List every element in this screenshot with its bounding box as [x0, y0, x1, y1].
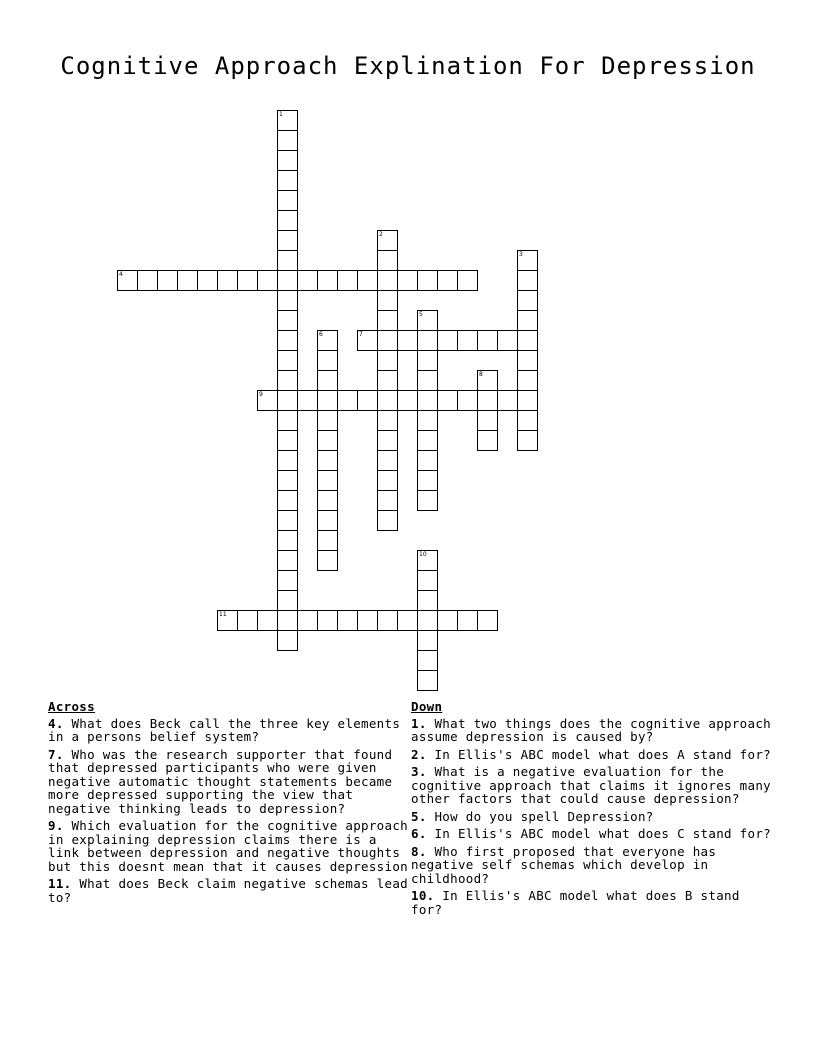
crossword-cell[interactable]: [437, 610, 458, 631]
crossword-cell[interactable]: [277, 270, 298, 291]
crossword-cell[interactable]: [377, 450, 398, 471]
clue-text: What does Beck call the three key elements in a persons belief system?: [48, 715, 401, 744]
clue-number: 4: [119, 271, 123, 278]
crossword-cell[interactable]: [377, 430, 398, 451]
crossword-cell[interactable]: [257, 610, 278, 631]
crossword-cell[interactable]: [157, 270, 178, 291]
crossword-cell[interactable]: [377, 390, 398, 411]
clue-number: 8: [411, 843, 419, 859]
crossword-cell[interactable]: [417, 390, 438, 411]
crossword-cell[interactable]: [337, 610, 358, 631]
crossword-cell[interactable]: [497, 330, 518, 351]
crossword-cell[interactable]: [437, 390, 458, 411]
crossword-cell[interactable]: [517, 370, 538, 391]
crossword-cell[interactable]: [277, 170, 298, 191]
crossword-cell[interactable]: [277, 470, 298, 491]
crossword-cell[interactable]: [417, 270, 438, 291]
crossword-cell[interactable]: [377, 290, 398, 311]
across-clue: 7. Who was the research supporter that found that depressed participants who were given negative automatic thought statements became more depressed supporting the view that negative thinking leads to depression?: [48, 746, 393, 816]
crossword-cell[interactable]: [237, 610, 258, 631]
crossword-cell[interactable]: [457, 270, 478, 291]
across-clues: [48, 700, 408, 908]
crossword-cell[interactable]: [277, 350, 298, 371]
crossword-cell[interactable]: [377, 410, 398, 431]
crossword-cell[interactable]: [417, 590, 438, 611]
crossword-cell[interactable]: [417, 490, 438, 511]
crossword-cell[interactable]: [297, 270, 318, 291]
clue-number: 2: [379, 231, 383, 238]
crossword-cell[interactable]: [277, 190, 298, 211]
across-heading: Across: [48, 699, 95, 714]
crossword-cell[interactable]: [317, 370, 338, 391]
crossword-cell[interactable]: [317, 390, 338, 411]
crossword-cell[interactable]: [217, 270, 238, 291]
crossword-cell[interactable]: [317, 490, 338, 511]
crossword-cell[interactable]: [457, 390, 478, 411]
crossword-cell[interactable]: [377, 370, 398, 391]
clue-number: 8: [479, 371, 483, 378]
down-clue: 6. In Ellis's ABC model what does C stand for?: [411, 826, 771, 841]
crossword-cell[interactable]: [397, 330, 418, 351]
crossword-cell[interactable]: [377, 510, 398, 531]
crossword-cell[interactable]: [317, 270, 338, 291]
crossword-cell[interactable]: [277, 110, 298, 131]
crossword-cell[interactable]: [457, 610, 478, 631]
crossword-cell[interactable]: [317, 470, 338, 491]
clue-text: In Ellis's ABC model what does C stand for?: [434, 826, 771, 841]
crossword-cell[interactable]: [437, 330, 458, 351]
crossword-cell[interactable]: [417, 430, 438, 451]
clue-number: 6: [411, 826, 419, 841]
clue-number: 9: [259, 391, 263, 398]
crossword-cell[interactable]: [477, 370, 498, 391]
crossword-cell[interactable]: [417, 370, 438, 391]
crossword-cell[interactable]: [377, 330, 398, 351]
crossword-cell[interactable]: [397, 610, 418, 631]
crossword-cell[interactable]: [457, 330, 478, 351]
crossword-cell[interactable]: [417, 330, 438, 351]
crossword-cell[interactable]: [277, 530, 298, 551]
crossword-cell[interactable]: [277, 630, 298, 651]
crossword-cell[interactable]: [417, 670, 438, 691]
clue-text: In Ellis's ABC model what does B stand for?: [411, 888, 740, 917]
down-clue: 1. What two things does the cognitive approach assume depression is caused by?: [411, 715, 771, 744]
crossword-cell[interactable]: [337, 270, 358, 291]
crossword-cell[interactable]: [277, 570, 298, 591]
crossword-cell[interactable]: [377, 350, 398, 371]
crossword-cell[interactable]: [397, 270, 418, 291]
clue-text: What does Beck claim negative schemas lead to?: [48, 876, 408, 905]
clue-number: 5: [419, 311, 423, 318]
crossword-cell[interactable]: [357, 390, 378, 411]
clue-number: 11: [48, 876, 64, 891]
crossword-cell[interactable]: [377, 310, 398, 331]
crossword-cell[interactable]: [357, 330, 378, 351]
clue-text: What two things does the cognitive approach assume depression is caused by?: [411, 715, 771, 744]
crossword-cell[interactable]: [117, 270, 138, 291]
down-clues: [411, 700, 771, 920]
crossword-cell[interactable]: [417, 650, 438, 671]
down-heading: Down: [411, 699, 443, 714]
crossword-cell[interactable]: [417, 470, 438, 491]
clue-number: 10: [411, 888, 427, 903]
crossword-cell[interactable]: [317, 510, 338, 531]
clue-number: 11: [219, 611, 227, 618]
crossword-cell[interactable]: [277, 210, 298, 231]
crossword-cell[interactable]: [337, 390, 358, 411]
clue-text: Who first proposed that everyone has negative self schemas which develop in childhood?: [411, 843, 717, 886]
crossword-cell[interactable]: [277, 550, 298, 571]
crossword-cell[interactable]: [257, 390, 278, 411]
crossword-cell[interactable]: [277, 370, 298, 391]
crossword-cell[interactable]: [217, 610, 238, 631]
down-clue: 2. In Ellis's ABC model what does A stand for?: [411, 746, 771, 762]
crossword-cell[interactable]: [517, 390, 538, 411]
crossword-cell[interactable]: [477, 410, 498, 431]
clue-number: 4: [48, 715, 56, 731]
clue-number: 1: [279, 111, 283, 118]
crossword-cell[interactable]: [477, 330, 498, 351]
clue-number: 6: [319, 331, 323, 338]
crossword-cell[interactable]: [517, 350, 538, 371]
crossword-cell[interactable]: [417, 310, 438, 331]
crossword-cell[interactable]: [277, 610, 298, 631]
crossword-cell[interactable]: [517, 430, 538, 451]
crossword-cell[interactable]: [377, 490, 398, 511]
crossword-cell[interactable]: [317, 550, 338, 571]
clue-number: 7: [359, 331, 363, 338]
crossword-cell[interactable]: [257, 270, 278, 291]
clue-number: 1: [411, 715, 419, 731]
crossword-cell[interactable]: [317, 330, 338, 351]
crossword-cell[interactable]: [277, 510, 298, 531]
down-clue: 5. How do you spell Depression?: [411, 808, 654, 824]
crossword-cell[interactable]: [517, 410, 538, 431]
crossword-cell[interactable]: [517, 330, 538, 351]
crossword-cell[interactable]: [297, 390, 318, 411]
crossword-cell[interactable]: [177, 270, 198, 291]
crossword-cell[interactable]: [317, 530, 338, 551]
crossword-cell[interactable]: [277, 450, 298, 471]
crossword-cell[interactable]: [417, 350, 438, 371]
crossword-cell[interactable]: [317, 450, 338, 471]
clue-number: 3: [411, 764, 419, 779]
crossword-cell[interactable]: [517, 290, 538, 311]
crossword-cell[interactable]: [357, 610, 378, 631]
clue-number: 7: [48, 746, 56, 762]
crossword-cell[interactable]: [377, 230, 398, 251]
crossword-cell[interactable]: [277, 430, 298, 451]
crossword-cell[interactable]: [277, 130, 298, 151]
crossword-cell[interactable]: [237, 270, 258, 291]
crossword-cell[interactable]: [277, 590, 298, 611]
crossword-cell[interactable]: [437, 270, 458, 291]
crossword-cell[interactable]: [137, 270, 158, 291]
crossword-cell[interactable]: [477, 430, 498, 451]
crossword-cell[interactable]: [417, 410, 438, 431]
crossword-cell[interactable]: [317, 410, 338, 431]
crossword-cell[interactable]: [357, 270, 378, 291]
down-clue: 8. Who first proposed that everyone has negative self schemas which develop in childhood?: [411, 843, 717, 886]
crossword-cell[interactable]: [417, 550, 438, 571]
crossword-cell[interactable]: [277, 230, 298, 251]
across-clue: 11. What does Beck claim negative schemas lead to?: [48, 876, 408, 905]
clue-number: 5: [411, 808, 419, 824]
crossword-cell[interactable]: [477, 610, 498, 631]
down-clue: 3. What is a negative evaluation for the cognitive approach that claims it ignores many other factors that could cause depression?: [411, 764, 771, 806]
crossword-cell[interactable]: [517, 270, 538, 291]
crossword-cell[interactable]: [477, 390, 498, 411]
crossword-cell[interactable]: [397, 390, 418, 411]
clue-number: 3: [519, 251, 523, 258]
across-clue: 4. What does Beck call the three key elements in a persons belief system?: [48, 715, 401, 744]
crossword-cell[interactable]: [517, 250, 538, 271]
clue-text: In Ellis's ABC model what does A stand for?: [434, 746, 771, 762]
crossword-cell[interactable]: [277, 390, 298, 411]
crossword-cell[interactable]: [377, 470, 398, 491]
across-clue: 9. Which evaluation for the cognitive approach in explaining depression claims there is a link between depression and negative thoughts but this doesnt mean that it causes depression: [48, 818, 408, 874]
page-title: Cognitive Approach Explination For Depression: [60, 52, 756, 80]
clue-text: Which evaluation for the cognitive approach in explaining depression claims there is a link between depression and negative thoughts but this doesnt mean that it causes depression: [48, 818, 408, 874]
crossword-cell[interactable]: [417, 610, 438, 631]
crossword-cell[interactable]: [277, 310, 298, 331]
crossword-cell[interactable]: [317, 610, 338, 631]
crossword-cell[interactable]: [277, 330, 298, 351]
crossword-cell[interactable]: [317, 350, 338, 371]
crossword-cell[interactable]: [277, 290, 298, 311]
down-clue: 10. In Ellis's ABC model what does B stand for?: [411, 888, 740, 917]
crossword-cell[interactable]: [497, 390, 518, 411]
crossword-cell[interactable]: [517, 310, 538, 331]
clue-text: What is a negative evaluation for the cognitive approach that claims it ignores many other factors that could cause depression?: [411, 764, 771, 806]
crossword-cell[interactable]: [277, 250, 298, 271]
clue-number: 9: [48, 818, 56, 833]
crossword-cell[interactable]: [277, 410, 298, 431]
clue-text: How do you spell Depression?: [434, 808, 654, 824]
crossword-cell[interactable]: [277, 490, 298, 511]
down-clue-list: [411, 717, 771, 917]
crossword-cell[interactable]: [377, 270, 398, 291]
crossword-cell[interactable]: [417, 570, 438, 591]
clue-number: 10: [419, 551, 427, 558]
crossword-cell[interactable]: [317, 430, 338, 451]
crossword-cell[interactable]: [197, 270, 218, 291]
crossword-cell[interactable]: [417, 450, 438, 471]
clue-number: 2: [411, 746, 419, 762]
clue-text: Who was the research supporter that found that depressed participants who were given negative automatic thought statements became more depressed supporting the view that negative thinking leads to depression?: [48, 746, 393, 816]
crossword-cell[interactable]: [277, 150, 298, 171]
crossword-cell[interactable]: [377, 250, 398, 271]
crossword-cell[interactable]: [377, 610, 398, 631]
crossword-cell[interactable]: [297, 610, 318, 631]
across-clue-list: [48, 717, 408, 905]
crossword-cell[interactable]: [417, 630, 438, 651]
